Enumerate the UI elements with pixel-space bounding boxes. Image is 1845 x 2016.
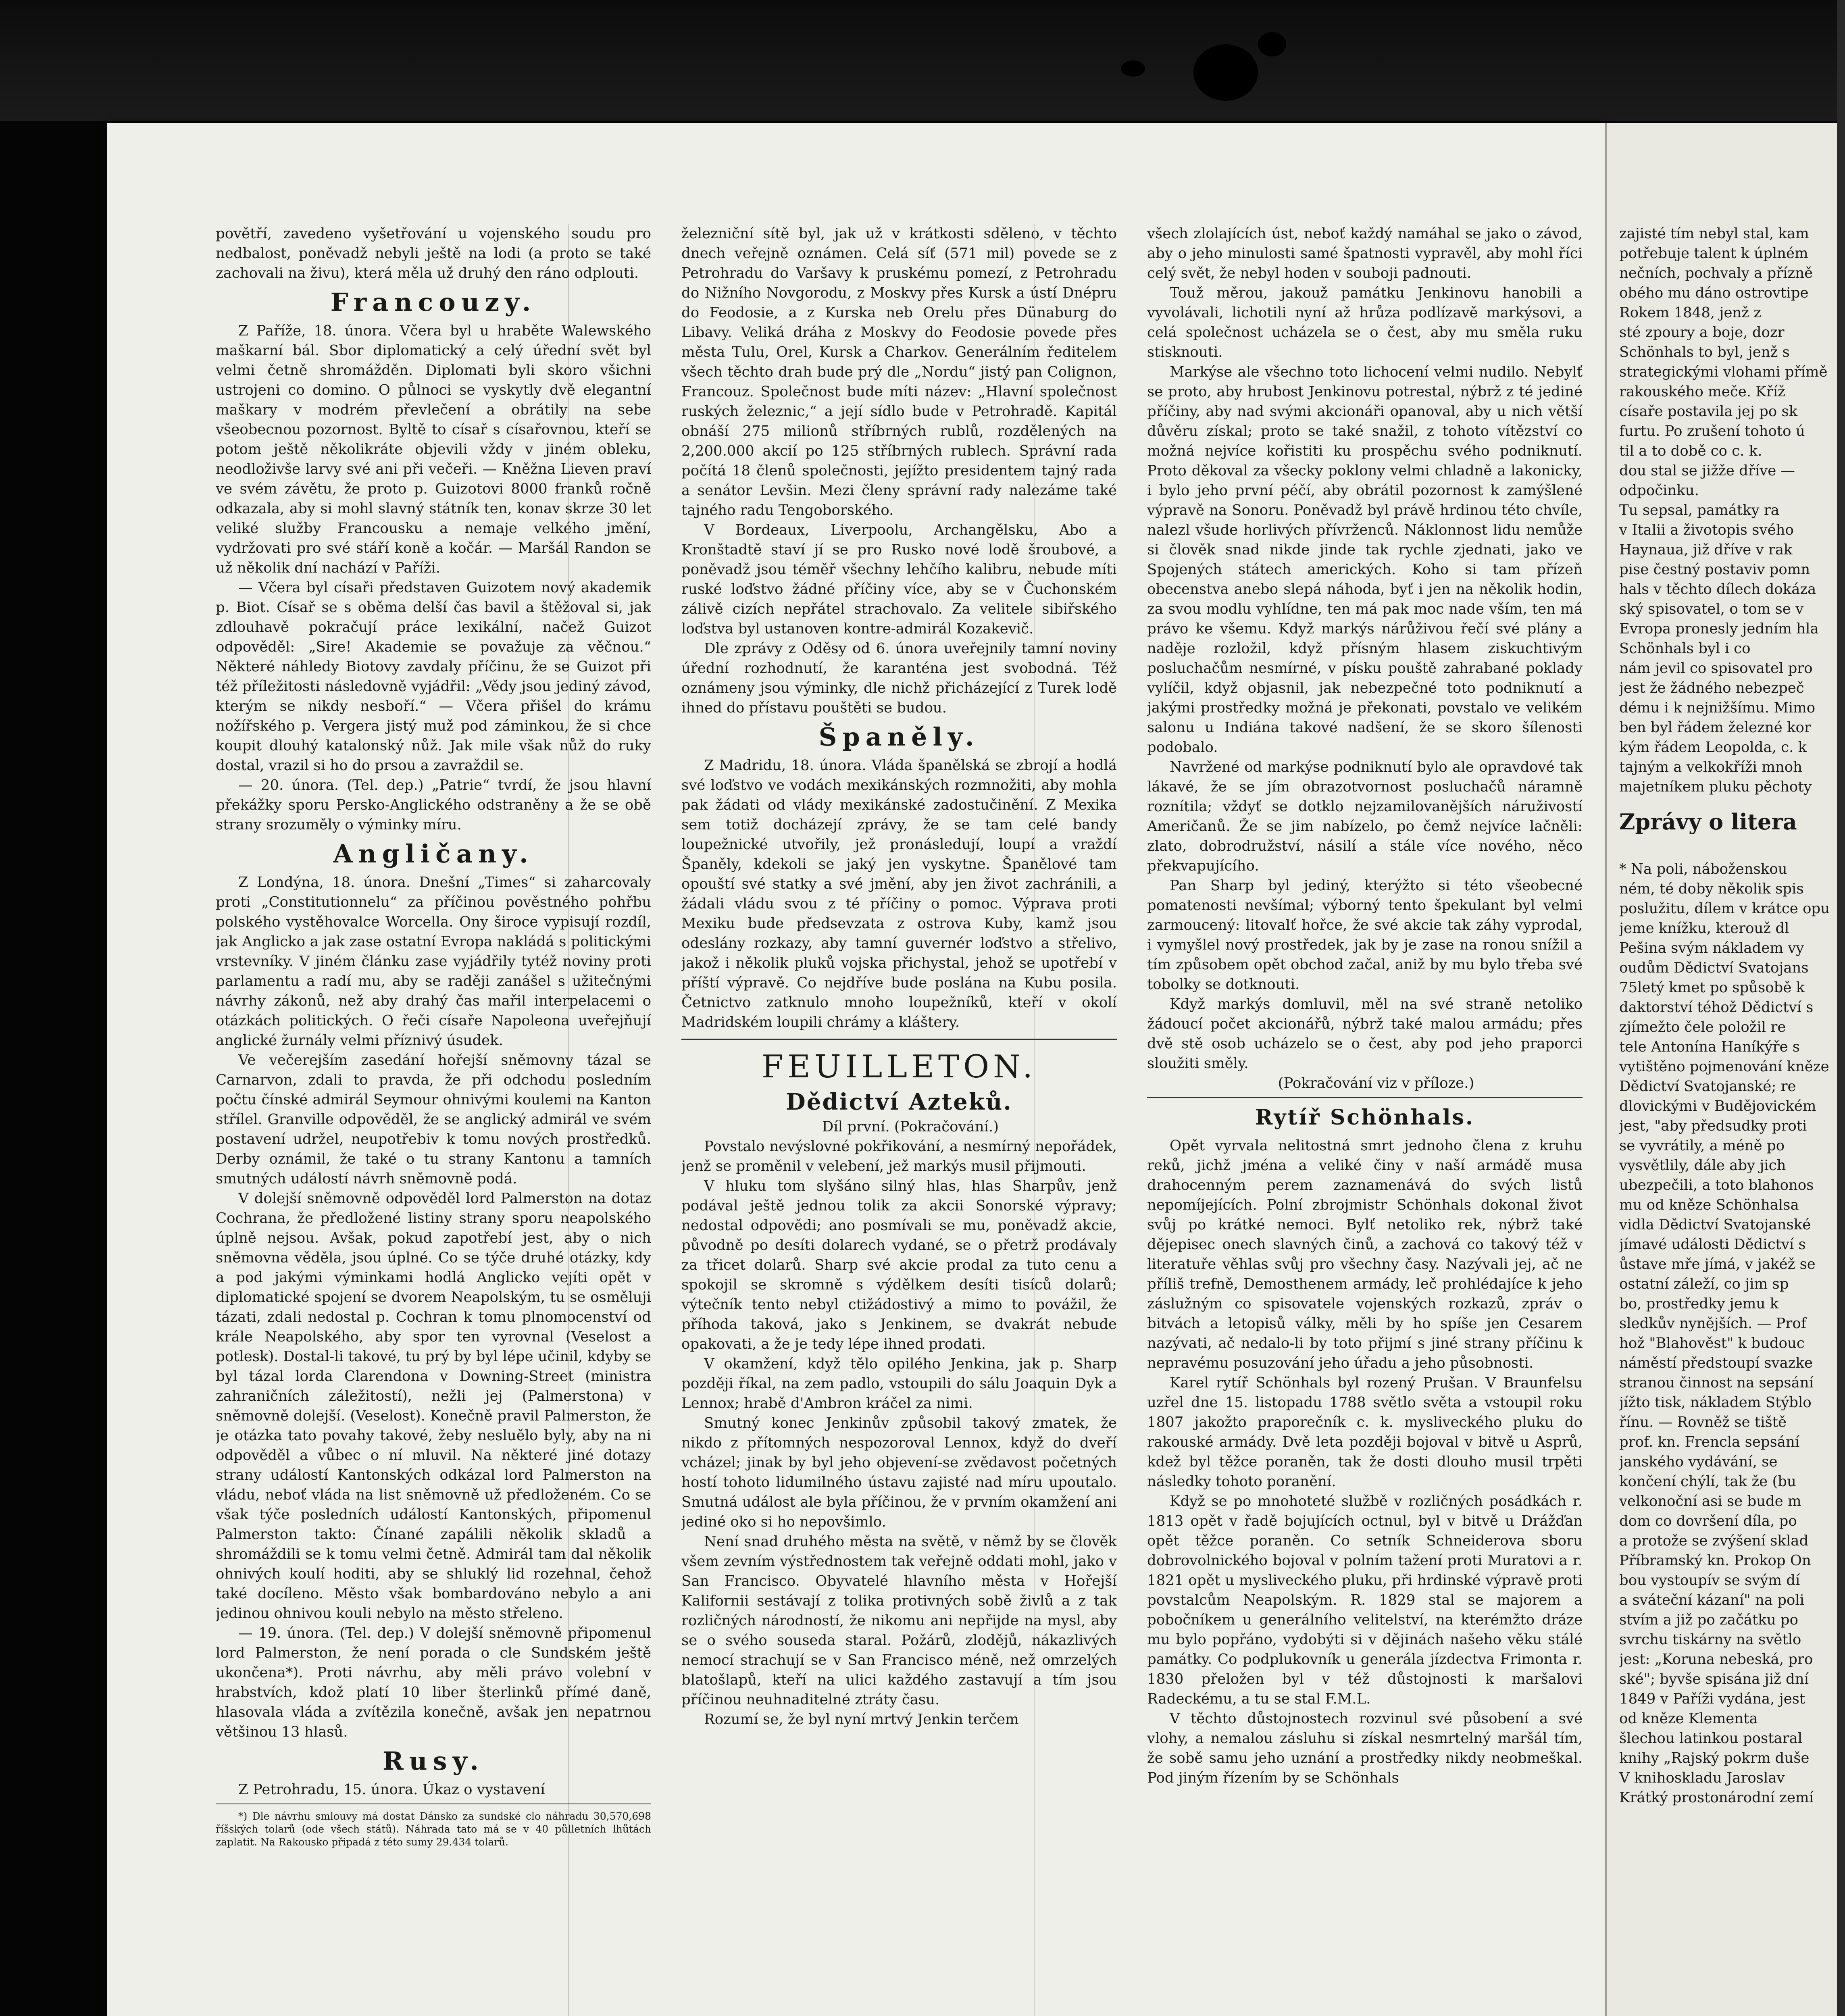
line: Schönhals byl i co xyxy=(1619,640,1751,657)
line: a sváteční kázaní" na poli xyxy=(1619,1592,1805,1608)
line: od kněze Klementa xyxy=(1619,1710,1758,1727)
column-3 xyxy=(1147,224,1583,2016)
line: sté zpoury a boje, dozr xyxy=(1619,324,1785,341)
line: jest: „Koruna nebeská, pro xyxy=(1619,1651,1813,1668)
paragraph: železniční sítě byl, jak už v krátkosti sděleno, v těchto dnech veřejně oznámen. Celá síť (571 mil) povede se z Petrohradu do Varšavy k pruskému pomezí, z Petrohradu do Nižního Novgorodu, z Moskvy přes Kursk a ústí Dnépru do Feodosie, a z Kurska neb Orelu přes Dünaburg do Libavy. Veliká dráha z Moskvy do Feodosie povede přes města Tulu, Orel, Kursk a Charkov. Generálním ředitelem všech těchto drah bude prý dle „Nordu“ jistý pan Colignon, Francouz. Společnost bude míti název: „Hlavní společnost ruských železnic,“ a její sídlo bude v Petrohradě. Kapitál obnáší 275 milionů stříbrných rublů, rozdělených na 2,200.000 akcií po 125 stříbrných rublech. Správní rada počítá 18 členů společnosti, jejížto presidentem tajný rada a senátor Levšin. Mezi členy správní rady nalezáme také tajného radu Tengoborského. xyxy=(681,225,1117,519)
paragraph: V Bordeaux, Liverpoolu, Archangělsku, Abo a Kronštadtě staví jí se pro Rusko nové lodě šroubové, a poněvadž jsou téměř všechny lehčího kalibru, nebude míti ruské loďstvo žádné příčiny více, aby se v Čuchonském zálivě cizích nepřátel strachovalo. Za velitele sibiřského loďstva byl ustanoven kontre-admirál Kozakevič. xyxy=(681,522,1117,637)
line: potřebuje talent k úplném xyxy=(1619,245,1808,262)
section-heading: Rusy. xyxy=(382,1746,484,1776)
line: 75letý kmet po spůsobě k xyxy=(1619,979,1805,996)
paragraph: Ve večerejším zasedání hořejší sněmovny tázal se Carnarvon, zdali to pravda, že při odchodu posledním počtu čínské admirál Seymour ohnivými koulemi na Kanton střílel. Granville odpověděl, že se anglický admirál ve svém postavení udržel, neupotřebiv k tomu nových prostředků. Derby oznámil, že také o tu strany Kantonu a tamních smutných událostí návrh sněmovně podá. xyxy=(216,1052,651,1187)
line: Dědictví Svatojanské; re xyxy=(1619,1078,1796,1095)
line: jeme knížku, kterouž dl xyxy=(1619,920,1789,937)
subheading xyxy=(1619,839,1845,859)
line: til a to době co c. k. xyxy=(1619,443,1762,459)
feuilleton-divider xyxy=(681,1039,1117,1040)
line: náměstí předstoupí svazke xyxy=(1619,1355,1813,1371)
line: velkonoční asi se bude m xyxy=(1619,1493,1801,1510)
ink-blot xyxy=(1121,60,1145,77)
paragraph: Navržené od markýse podniknutí bylo ale opravdové tak lákavé, že se jím obrazotvornost posluchačů náramně roznítila; vždyť se dotklo nejzamilovanějších náruživostí Američanů. Že se jim nabízelo, po čemž nejvíce lačněli: zlato, dobrodružství, násilí a stále více nového, něco překvapujícího. xyxy=(1147,759,1583,874)
line: bou vystoupív se svým dí xyxy=(1619,1572,1800,1589)
paragraph: Karel rytíř Schönhals byl rozený Prušan. V Braunfelsu uzřel dne 15. listopadu 1788 světlo světa a vstoupil roku 1807 jakožto praporečník c. k. mysliveckého pluku do rakouské armády. Dvě leta později bojoval v bitvě u Asprů, kdež byl těžce poraněn, tak že dosti dlouho musil trpěti následky tohoto poranění. xyxy=(1147,1375,1583,1490)
paragraph: — 19. února. (Tel. dep.) V dolejší sněmovně připomenul lord Palmerston, že není porada o cle Sundském ještě ukončena*). Proti návrhu, aby měli právo volební v hrabstvích, kdož platí 10 liber šterlinků přímé daně, hlasovala vláda a zvítězila konečně, avšak jen nepatrnou většinou 13 hlasů. xyxy=(216,1625,651,1740)
line: obého mu dáno ostrovtipe xyxy=(1619,285,1809,301)
line: nečních, pochvaly a přízně xyxy=(1619,265,1813,281)
section-heading: Angličany. xyxy=(333,839,534,868)
line: bo, prostředky jemu k xyxy=(1619,1295,1779,1312)
line: Krátký prostonárodní zemí xyxy=(1619,1789,1814,1806)
ink-blot xyxy=(1193,44,1258,101)
paragraph: V hluku tom slyšáno silný hlas, hlas Sharpův, jenž podával ještě jednou tolik za akcii Sonorské výpravy; nedostal odpovědi; ano posmívali se mu, poněvadž akcie, původně po desíti dolarech vydané, se o přetrž prodávaly za třicet dolarů. Sharp své akcie prodal za tuto cenu a spokojil se skromně s výdělkem desíti tisíců dolarů; výtečník tento nebyl ctižádostivý a mimo to povážil, že příhoda taková, jako s Jenkinem, se dvakrát nebude opakovati, a že je tedy lépe ihned prodati. xyxy=(681,1178,1117,1352)
paragraph: Rozumí se, že byl nyní mrtvý Jenkin terčem xyxy=(704,1711,1019,1728)
scan-edge xyxy=(1837,0,1845,2016)
line: mu od kněze Schönhalsa xyxy=(1619,1197,1799,1213)
paragraph: — Včera byl císaři představen Guizotem nový akademik p. Biot. Císař se s oběma delší čas bavil a štěžoval si, jak zdlouhavě pokračují práce lexikální, načež Guizot odpověděl: „Sire! Akademie se považuje za věčnou.“ Některé náhledy Biotovy zavdaly příčinu, že se Guizot při též příležitosti následovně vyjádřil: „Vědy jsou jediný závod, kterým se nikdy nesboří.“ — Včera přišel do krámu nožířského p. Vergera jistý muž pod záminkou, že si chce koupit dlouhý katalonský nůž. Jak mile však nůž do ruky dostal, vrazil si ho do prsou a zavraždil se. xyxy=(216,579,651,774)
paragraph: Když se po mnohoteté službě v rozličných posádkách r. 1813 opět v řadě bojujících octnul, byl v bitvě u Drážďan opět těžce poraněn. Co setník Schneiderova sboru dobrovolnického bojoval v polním tažení proti Muratovi a r. 1821 opět u mysliveckého pluku, při hrdinské výpravě proti povstalcům Neapolským. R. 1829 stal se majorem a pobočníkem u generálního velitelství, na kterémžto dráze mu bylo popřáno, vydobýti si v dějinách našeho věku stálé památky. Co podplukovník u generála jízdectva Frimonta r. 1830 přeložen byl v též důstojnosti k maršalovi Radeckému, a tu se stal F.M.L. xyxy=(1147,1493,1583,1707)
line: zajisté tím nebyl stal, kam xyxy=(1619,225,1809,242)
line: Evropa pronesly jedním hla xyxy=(1619,621,1819,637)
paragraph: Z Petrohradu, 15. února. Úkaz o vystavení xyxy=(238,1781,545,1798)
line: janského vydávání, se xyxy=(1619,1454,1778,1470)
line: Haynaua, již dříve v rak xyxy=(1619,541,1793,558)
paragraph: Povstalo nevýslovné pokřikování, a nesmírný nepořádek, jenž se proměnil v velebení, jež markýs musil přijmouti. xyxy=(681,1138,1117,1175)
line: a protože se zvýšení sklad xyxy=(1619,1533,1809,1549)
scan-background-top xyxy=(0,0,1845,121)
line: svrchu tiskárny na světlo xyxy=(1619,1631,1801,1648)
paragraph: Pan Sharp byl jediný, kterýžto si této všeobecné pomatenosti nevšímal; výborný tento špekulant byl velmi zarmoucený: litovalť hořce, že své akcie tak záhy vyprodal, i vymyšlel nový prostředek, jak by je zase na ronou snížil a tím způsobem opět obchod začal, aniž by mu bylo třeba své tobolky se dotknouti. xyxy=(1147,877,1583,993)
line: Tu sepsal, památky ra xyxy=(1619,502,1780,519)
line: končení chýlí, tak že (bu xyxy=(1619,1473,1796,1490)
line: nám jevil co spisovatel pro xyxy=(1619,660,1813,677)
paragraph: Touž měrou, jakouž památku Jenkinovu hanobili a vyvolávali, lichotili nyní až hrůza podlízavě markýsovi, a celá společnost ucházela se o čest, aby mu směla ruku stisknouti. xyxy=(1147,285,1583,360)
line: ské"; byvše spisána již dní xyxy=(1619,1671,1809,1687)
line: vytištěno pojmenování kněze xyxy=(1619,1058,1829,1075)
line: tele Antonína Haníkýře s xyxy=(1619,1039,1800,1055)
line: císaře postavila jej po sk xyxy=(1619,403,1798,420)
section-heading: Zprávy o litera xyxy=(1619,809,1797,835)
line: dlovickými v Budějovickém xyxy=(1619,1098,1816,1114)
continuation-note: (Pokračování viz v příloze.) xyxy=(1278,1075,1474,1091)
paragraph: V dolejší sněmovně odpověděl lord Palmerston na dotaz Cochrana, že předložené listiny strany sporu neapolského úplně nejsou. Avšak, pokud zapotřebí jest, aby o nich sněmovna věděla, jsou úplné. Co se týče druhé otázky, kdy a pod jakými výminkami hodlá Anglicko vejíti opět v diplomatické spojení se dvorem Neapolským, tu se osměluji tázati, zdali nedostal p. Cochran k tomu plnomocenství od krále Neapolského, aby spor ten vyrovnal (Veselost a potlesk). Dostal-li takové, tu prý by byl lépe učinil, kdyby se byl tázal lorda Clarendona v Downing-Street (ministra zahraničních záležitostí), nežli jej (Palmerstona) v sněmovně dolejší. (Veselost). Konečně pravil Palmerston, že je otázka tato povahy takové, žeby nesluělo byly, aby na ni odpověděl a vůbec o ní mluvil. Na některé jiné dotazy strany událostí Kantonských odkázal lord Palmerston na vládu, neboť vláda na list sněmovně už předloženém. Co se však týče posledních událostí Kantonských, připomenul Palmerston takto: Čínané zapálili několik skladů a shromáždili se k tomu velmi četně. Admirál tam dal několik ohnivých koulí hoditi, aby se shluklý lid rozehnal, čehož také docíleno. Město však bombardováno nebylo a ani jedinou ohnivou kouli nebylo na město střeleno. xyxy=(216,1190,651,1622)
line: dému i k nejnižšímu. Mimo xyxy=(1619,700,1816,716)
section-heading: Francouzy. xyxy=(330,287,537,317)
paragraph: V okamžení, když tělo opilého Jenkina, jak p. Sharp později říkal, na zem padlo, vstoupili do sálu Joaquin Dyk a Lennox; hrabě d'Ambron kráčel za nimi. xyxy=(681,1356,1117,1412)
line: poslužitu, dílem v krátce opu xyxy=(1619,900,1830,917)
line: pise čestný postaviv pomn xyxy=(1619,561,1810,578)
paragraph: Opět vyrvala nelitostná smrt jednoho člena z kruhu reků, jichž jména a veliké činy v naší armádě musa drahocenným perem zaznamenává do svých listů nepomíjejících. Polní zbrojmistr Schönhals dokonal život svůj po krátké nemoci. Bylť netoliko rek, nýbrž také dějepisec onech slavných činů, a zachová co takový též v literatuře věhlas svůj pro všechny časy. Nazývali jej, ač ne příliš trefně, Demosthenem armády, leč prohlédajíce k jeho záslužným co spisovatele vojenských rozkazů, zpráv o bitvách a letopisů války, měli by ho spíše jen Cesarem nazývati, ač nedalo-li by toto přijmí s jiné strany příčinu k nepravému posuzování jeho úřadu a jeho působnosti. xyxy=(1147,1137,1583,1371)
paragraph: Z Paříže, 18. února. Včera byl u hraběte Walewského maškarní bál. Sbor diplomatický a celý úřední svět byl velmi četně shromážděn. Diplomati byli skoro všichni ustrojeni co domino. O půlnoci se vyskytly dvě elegantní maškary v modrém převlečení a obrátily na sebe všeobecnou pozornost. Byltě to císař s císařovnou, kteří se potom ještě několikráte objevili vždy v jiném obleku, neodloživše larvy své ani při večeři. — Kněžna Lieven praví ve svém závětu, že proto p. Guizotovi 8000 franků ročně odkazala, aby si mohl slavný státník ten, konav skrze 30 let veliké služby Francousku a nemaje velkého jmění, vydržovati pro své stáří koně a kočár. — Maršál Randon se už několik dní nachází v Paříži. xyxy=(216,323,651,576)
ink-blot xyxy=(1258,32,1286,56)
line: 1849 v Paříži vydána, jest xyxy=(1619,1691,1805,1707)
line: strategickými vlohami přímě xyxy=(1619,364,1828,380)
paragraph: Není snad druhého města na světě, v němž by se člověk všem zevním výstřednostem tak veřejně oddati mohl, jako v San Francisco. Obyvatelé hlavního města v Hořejší Kalifornii sestávají z tolika protivných sobě živlů a z tak rozličných národností, že nikomu ani nepřijde na mysl, aby se o svého sousedа staral. Požárů, zlodějů, nákazlivých nemocí strachují se v San Francisco méně, než omrzelých blatošlapů, kteří na ulici každého zastavují a tím jsou příčinou neuhnaditelné ztráty času. xyxy=(681,1533,1117,1708)
line: odpočinku. xyxy=(1619,482,1699,499)
feuilleton-title: FEUILLETON. xyxy=(761,1049,1037,1085)
line: V knihoskladu Jaroslav xyxy=(1619,1770,1785,1786)
feuilleton-part: Díl první. (Pokračování.) xyxy=(822,1118,999,1135)
line: ubezpečili, a toto blahonos xyxy=(1619,1177,1814,1193)
paragraph: Dle zprávy z Oděsy od 6. února uveřejnily tamní noviny úřední rozhodnutí, že karanténa jest svobodná. Též oznámeny jsou výminky, dle nichž přicházející z Turek lodě ihned do přístavu pouštěti se budou. xyxy=(681,640,1117,716)
line: Příbramský kn. Prokop On xyxy=(1619,1552,1811,1569)
line: daktorství téhož Dědictví s xyxy=(1619,999,1814,1016)
feuilleton-story-title: Dědictví Azteků. xyxy=(786,1089,1012,1115)
line: ném, té doby několik spis xyxy=(1619,881,1804,897)
line: * Na poli, náboženskou xyxy=(1619,861,1787,877)
line: dom co dovršení díla, po xyxy=(1619,1513,1797,1529)
section-divider xyxy=(1147,1097,1583,1098)
line: jest že žádného nebezpeč xyxy=(1619,680,1804,696)
section-heading: Španěly. xyxy=(818,722,980,752)
paragraph: Z Londýna, 18. února. Dnešní „Times“ si zaharcovaly proti „Constitutionnelu“ za příčinou pověstného pohřbu polského vystěhovalce Worcella. Ony široce vypisují rozdíl, jak Anglicko a jak zase ostatní Evropa nakládá s politickými vrstevníky. V jiném článku zase vyjádřily tytéž noviny proti parlamentu a radí mu, aby se raději zanášel s užitečnými návrhy zákonů, než aby drahý čas mařil interpelacemi o otázkách politických. O řeči císaře Napoleona uveřejňují anglické žurnály velmi příznivý úsudek. xyxy=(216,874,651,1049)
column-2 xyxy=(681,224,1117,2016)
newspaper-page xyxy=(107,123,1607,2016)
line: stvím a již po začátku po xyxy=(1619,1612,1798,1628)
line: jížto tisk, nákladem Stýblo xyxy=(1619,1394,1812,1411)
line: v Italii a životopis svého xyxy=(1619,522,1794,538)
paragraph: — 20. února. (Tel. dep.) „Patrie“ tvrdí, že jsou hlavní překážky sporu Persko-Anglického odstraněny a že se obě strany srozuměly o výminky míru. xyxy=(216,777,651,833)
line: ský spisovatel, o tom se v xyxy=(1619,601,1804,617)
line: dou stal se jižže dříve — xyxy=(1619,462,1795,479)
paragraph: V těchto důstojnostech rozvinul své působení a své vlohy, a nemalou zásluhu si získal nesmrtelný maršál tím, že sobě samu jeho uznání a prostředky nikdy neobmeškal. Pod jiným řízením by se Schönhals xyxy=(1147,1710,1583,1786)
line: jest, "aby předsudky proti xyxy=(1619,1118,1807,1134)
line: oudům Dědictví Svatojans xyxy=(1619,960,1809,976)
line: knihy „Rajský pokrm duše xyxy=(1619,1750,1810,1766)
line: Schönhals to byl, jenž s xyxy=(1619,344,1790,360)
line: sledkův nynějších. — Prof xyxy=(1619,1315,1806,1332)
line: prof. kn. Frencla sepsání xyxy=(1619,1434,1800,1450)
footnote: *) Dle návrhu smlouvy má dostat Dánsko za sundské clo náhradu 30,570,698 říšských tolarů (ode všech států). Náhrada tato má se v 40 půlletních lhůtách zaplatit. Na Rakousko připadá z této sumy 29.434 tolarů. xyxy=(216,1810,651,1848)
line: řínu. — Rovněž se tiště xyxy=(1619,1414,1787,1431)
paragraph: povětří, zavedeno vyšetřování u vojenského soudu pro nedbalost, poněvadž nebyli ještě na lodi (a proto se také zachovali na živu), která měla už druhý den ráno odplouti. xyxy=(216,225,651,281)
line: se vyvrátily, a méně po xyxy=(1619,1137,1785,1154)
paragraph: Když markýs domluvil, měl na své straně netoliko žádoucí počet akcionářů, nýbrž také malou armádu; přes dvě stě osob ucházelo se o čest, aby pod jeho praporci sloužiti směly. xyxy=(1147,996,1583,1072)
line: rakouského meče. Kříž xyxy=(1619,383,1785,400)
line: Rokem 1848, jenž z xyxy=(1619,304,1762,321)
line: hož "Blahověst" k budouc xyxy=(1619,1335,1805,1352)
column-1 xyxy=(216,224,651,2016)
paragraph: Z Madridu, 18. února. Vláda španělská se zbrojí a hodlá své loďstvo ve vodách mexikánských rozmnožiti, aby mohla pak žádati od vlády mexikánské zadostučinění. Z Mexika sem totiž docházejí zprávy, že se tam celé bandy loupežnické utvořily, jež pronásledují, loupí a vraždí Španěly, kdekoli se jaký jen vyskytne. Španělové tam opouští své statky a své jmění, aby jen život zachránili, a žádali vládu svou z té příčiny o pomoc. Výprava proti Mexiku bude předsevzata z ostrova Kuby, kamž jsou odeslány rozkazy, aby tamní guvernér loďstvo a střelivo, jakož i několik pluků vojska přichystal, jehož se upotřebí v příští výpravě. Co nejdříve bude poslána na Kubu posila. Četnictvo zatknulo mnoho loupežníků, kteří v okolí Madridském loupili chrámy a kláštery. xyxy=(681,757,1117,1031)
line: tajným a velkokříži mnoh xyxy=(1619,759,1802,775)
line: šlechou latinkou postaral xyxy=(1619,1730,1803,1747)
line: zjímežto čele položil re xyxy=(1619,1019,1786,1035)
section-heading: Rytíř Schönhals. xyxy=(1255,1105,1474,1130)
line: Pešina svým nákladem vy xyxy=(1619,940,1804,956)
line: majetníkem pluku pěchoty xyxy=(1619,779,1812,795)
paragraph: všech zlolajících úst, neboť každý namáhal se jako o závod, aby o jeho minulosti samé špatnosti vypravěl, aby mohl říci celý svět, že nebyl hoden v souboji padnouti. xyxy=(1147,225,1583,281)
column-4 xyxy=(1619,224,1845,2016)
line: vidla Dědictví Svatojanské xyxy=(1619,1216,1811,1233)
line: furtu. Po zrušení tohoto ú xyxy=(1619,423,1805,439)
paragraph: Smutný konec Jenkinův způsobil takový zmatek, že nikdo z přítomných nespozoroval Lennox, když do dveří vcházel; jinak by byl jeho objevení-se zvědavost početných hostí tohoto lidumilného ústavu zajisté nad míru upoutalo. Smutná událost ale byla příčinou, že v prvním okamžení ani jediné oko si ho nepovšimlo. xyxy=(681,1415,1117,1530)
line: ben byl řádem železné kor xyxy=(1619,719,1811,736)
line: vysvětlily, dále aby jich xyxy=(1619,1157,1786,1174)
line: ostatní záleží, co jim sp xyxy=(1619,1276,1789,1292)
line: ůstave mře jímá, v jakéž se xyxy=(1619,1256,1816,1272)
adjacent-page xyxy=(1605,123,1845,2016)
line: jímavé události Dědictví s xyxy=(1619,1236,1806,1253)
line: hals v těchto dílech dokáza xyxy=(1619,581,1816,598)
paragraph: Markýse ale všechno toto lichocení velmi nudilo. Nebylť se proto, aby hrubost Jenkinovu potrestal, nýbrž z té jediné příčiny, aby nad svými akcionáři opanoval, aby u nich větší důvěru získal; proto se také snažil, z tohoto vítězství co možná nejvíce kořistiti ku prospěchu svého podniknutí. Proto děkoval za všecky poklony velmi chladně a lakonicky, i bylo jeho první péčí, aby obrátil pozornost k zamýšlené výpravě na Sonoru. Poněvadž byl právě hrdinou této chvíle, nalezl všude horlivých přívrženců. Náklonnost lidu nemůže si člověk snad nikde jinde tak rychle zjednati, jako ve Spojených státech amerických. Koho si tam přízeň obecenstva anebo slepá náhoda, byť i jen na několik hodin, za svou modlu vyhlídne, ten má pak moc nade vším, ten má právo ke všemu. Když markýs nárůživou řečí své plány a naděje rozložil, když přísným hlasem ziskuchtivým posluchačům nesmírné, v písku pouště zahrabané poklady vylíčil, když objasnil, jak nebezpečné toto podniknutí a jakými prostředky možná je překonati, povstalo ve velikém salonu u Indiána takové nadšení, že se skoro šílenosti podobalo. xyxy=(1147,364,1583,756)
line: stranou činnost na sepsání xyxy=(1619,1375,1814,1391)
line: kým řádem Leopolda, c. k xyxy=(1619,739,1807,756)
